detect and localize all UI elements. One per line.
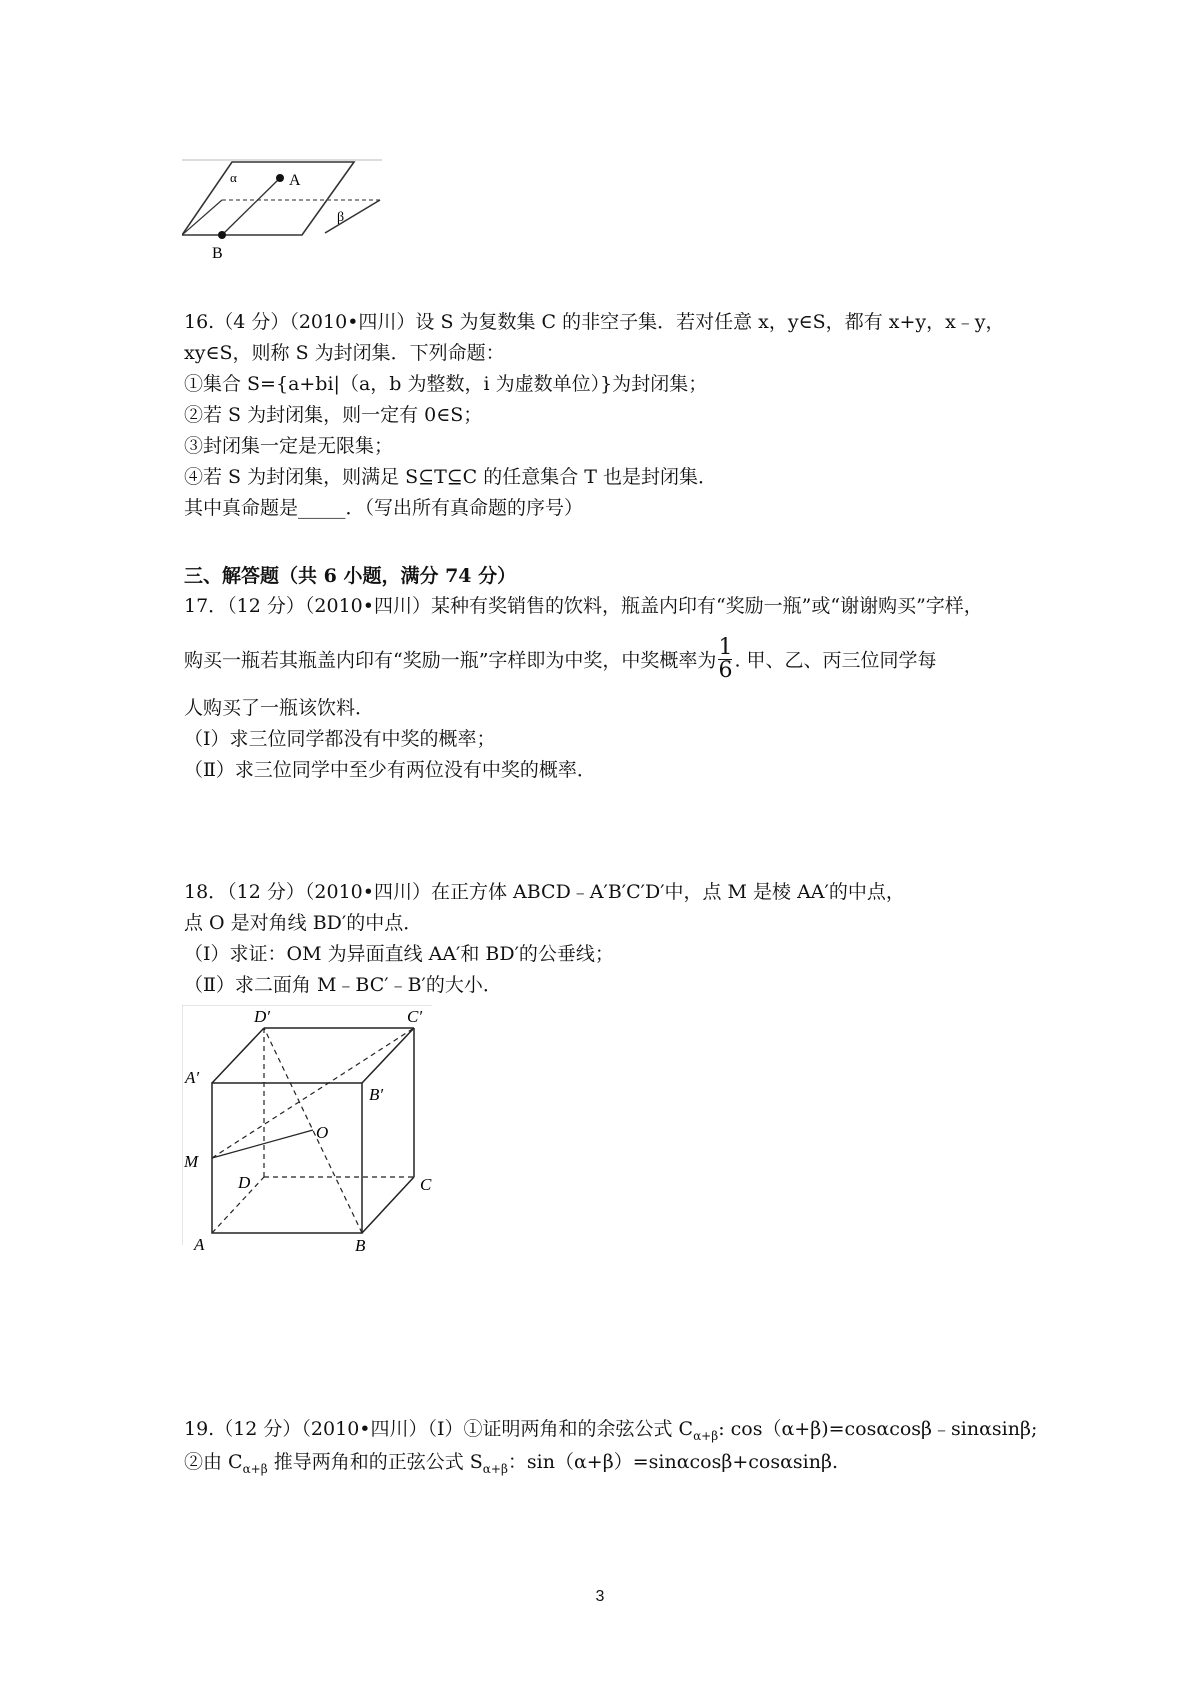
q16-line2: xy∈S，则称 S 为封闭集．下列命题： (184, 342, 505, 364)
q19-l1-a: 19.（12 分）（2010•四川）（Ⅰ）①证明两角和的余弦公式 C (184, 1418, 694, 1440)
page-number: 3 (595, 1588, 605, 1605)
q19-sub-b: α+β (242, 1461, 268, 1476)
q17-line1: 17．（12 分）（2010•四川）某种有奖销售的饮料，瓶盖内印有“奖励一瓶”或“谢谢购买”字样， (184, 595, 983, 617)
q17-line2 (184, 635, 937, 683)
q17-line2-before: 购买一瓶若其瓶盖内印有“奖励一瓶”字样即为中奖，中奖概率为 (184, 649, 717, 672)
q16-line4: ②若 S 为封闭集，则一定有 0∈S； (184, 404, 483, 426)
q17-line5: （Ⅱ）求三位同学中至少有两位没有中奖的概率． (184, 759, 596, 781)
q19-l2-c: ：sin（α+β）=sinαcosβ+cosαsinβ. (507, 1451, 839, 1473)
q19-sub-a: α+β (693, 1428, 719, 1443)
q16-line6: ④若 S 为封闭集，则满足 S⊆T⊆C 的任意集合 T 也是封闭集． (184, 466, 717, 488)
label-c-prime: C′ (407, 1007, 423, 1026)
cube-figure (182, 1005, 442, 1260)
label-m: M (184, 1152, 199, 1171)
fraction-numerator: 1 (718, 635, 733, 660)
point-b (218, 231, 226, 239)
q18-line1: 18．（12 分）（2010•四川）在正方体 ABCD﹣A′B′C′D′中，点 M 是棱 AA′的中点， (184, 881, 905, 903)
label-beta: β (337, 210, 345, 225)
q19-l2-b: 推导两角和的正弦公式 S (267, 1451, 483, 1473)
point-a (276, 174, 284, 182)
label-a: A (194, 1235, 205, 1254)
q17-line4: （Ⅰ）求三位同学都没有中奖的概率； (184, 728, 496, 750)
planes-figure (182, 155, 392, 265)
label-o: O (316, 1123, 329, 1142)
q19-l2-a: ②由 C (184, 1451, 243, 1473)
q17-line2-after: . 甲、乙、丙三位同学每 (734, 649, 937, 672)
q16-line7: 其中真命题是_____．（写出所有真命题的序号） (184, 497, 584, 519)
fraction-one-sixth (718, 635, 733, 683)
q19-line2 (184, 1450, 838, 1481)
q16-line3: ①集合 S={a+bi|（a，b 为整数，i 为虚数单位）}为封闭集； (184, 373, 708, 395)
q16-line5: ③封闭集一定是无限集； (184, 435, 394, 457)
q16-line1: 16.（4 分）（2010•四川）设 S 为复数集 C 的非空子集．若对任意 x，y∈S，都有 x+y，x﹣y， (184, 311, 1005, 333)
label-point-b: B (212, 245, 223, 262)
plane-alpha (182, 162, 354, 235)
label-a-prime: A′ (185, 1068, 200, 1087)
q18-line4: （Ⅱ）求二面角 M﹣BC′﹣B′的大小． (184, 974, 502, 996)
label-b: B (355, 1236, 366, 1255)
segment-ab (222, 178, 280, 235)
q19-l1-b: : cos（α+β)=cosαcosβ﹣sinαsinβ; (718, 1418, 1038, 1440)
section-heading: 三、解答题（共 6 小题，满分 74 分） (184, 565, 517, 587)
q17-line3: 人购买了一瓶该饮料． (184, 697, 375, 719)
label-c: C (420, 1175, 432, 1194)
label-d: D (238, 1173, 251, 1192)
q18-line3: （Ⅰ）求证：OM 为异面直线 AA′和 BD′的公垂线； (184, 943, 614, 965)
q19-line1 (184, 1417, 1037, 1448)
label-alpha: α (230, 170, 237, 185)
q18-line2: 点 O 是对角线 BD′的中点． (184, 912, 423, 934)
label-b-prime: B′ (369, 1085, 384, 1104)
fraction-denominator: 6 (718, 658, 733, 683)
q19-sub-c: α+β (482, 1461, 508, 1476)
label-d-prime: D′ (254, 1007, 270, 1026)
label-point-a: A (289, 172, 301, 189)
